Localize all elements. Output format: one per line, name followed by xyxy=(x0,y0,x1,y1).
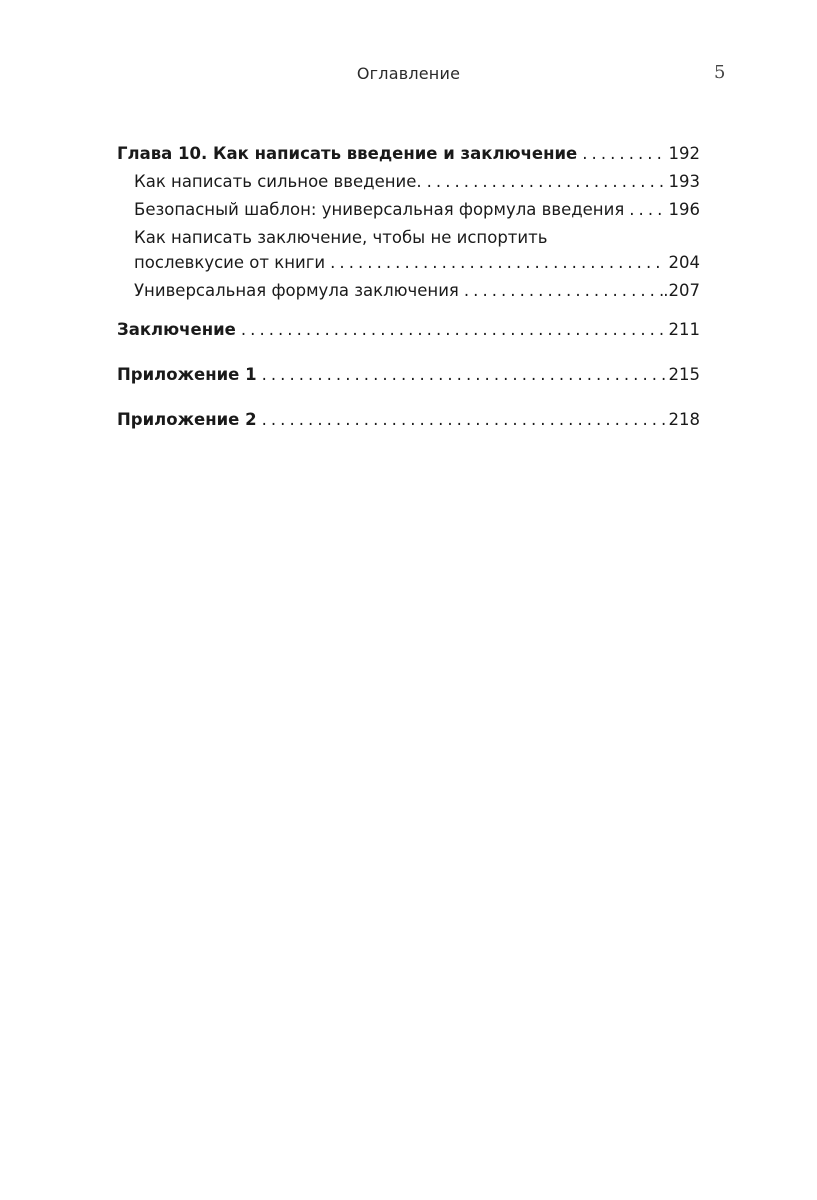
toc-entry-conclusion[interactable] xyxy=(117,319,700,341)
running-head-title: Оглавление xyxy=(356,64,461,83)
toc-entry-title-line2: послевкусие от книги xyxy=(134,253,326,272)
toc-entry-chapter-10[interactable] xyxy=(117,143,700,165)
dot-leader xyxy=(464,280,663,302)
toc-entry-page: 204 xyxy=(668,253,700,272)
table-of-contents xyxy=(117,143,700,431)
toc-entry-title: Приложение 1 xyxy=(117,365,257,384)
toc-entry-title: Глава 10. Как написать введение и заключение xyxy=(117,144,578,163)
toc-entry-title: Безопасный шаблон: универсальная формула введения xyxy=(134,200,625,219)
toc-entry-title-line1: Как написать заключение, чтобы не испортить xyxy=(134,228,548,247)
toc-entry-strong-introduction[interactable] xyxy=(117,171,700,193)
toc-entry-title: Как написать сильное введение. xyxy=(134,172,422,191)
toc-entry-safe-template[interactable] xyxy=(117,199,700,221)
dot-leader xyxy=(629,199,664,221)
toc-entry-page: 192 xyxy=(668,144,700,163)
toc-entry-writing-conclusion[interactable] xyxy=(117,227,700,274)
toc-entry-page: 211 xyxy=(668,320,700,339)
dot-leader xyxy=(330,252,664,274)
toc-entry-page: .207 xyxy=(663,281,700,300)
toc-entry-appendix-1[interactable] xyxy=(117,364,700,386)
dot-leader xyxy=(582,143,664,165)
toc-entry-universal-conclusion-formula[interactable] xyxy=(117,280,700,302)
dot-leader xyxy=(427,171,665,193)
toc-entry-title: Универсальная формула заключения xyxy=(134,281,459,300)
toc-entry-title: Заключение xyxy=(117,320,236,339)
toc-entry-page: 196 xyxy=(668,200,700,219)
dot-leader xyxy=(262,364,665,386)
toc-entry-page: 218 xyxy=(668,410,700,429)
toc-entry-page: 215 xyxy=(668,365,700,384)
toc-entry-appendix-2[interactable] xyxy=(117,409,700,431)
dot-leader xyxy=(262,409,665,431)
page-number: 5 xyxy=(714,62,726,83)
toc-entry-second-line xyxy=(134,252,700,274)
toc-entry-page: 193 xyxy=(668,172,700,191)
dot-leader xyxy=(241,319,665,341)
toc-entry-title: Приложение 2 xyxy=(117,410,257,429)
